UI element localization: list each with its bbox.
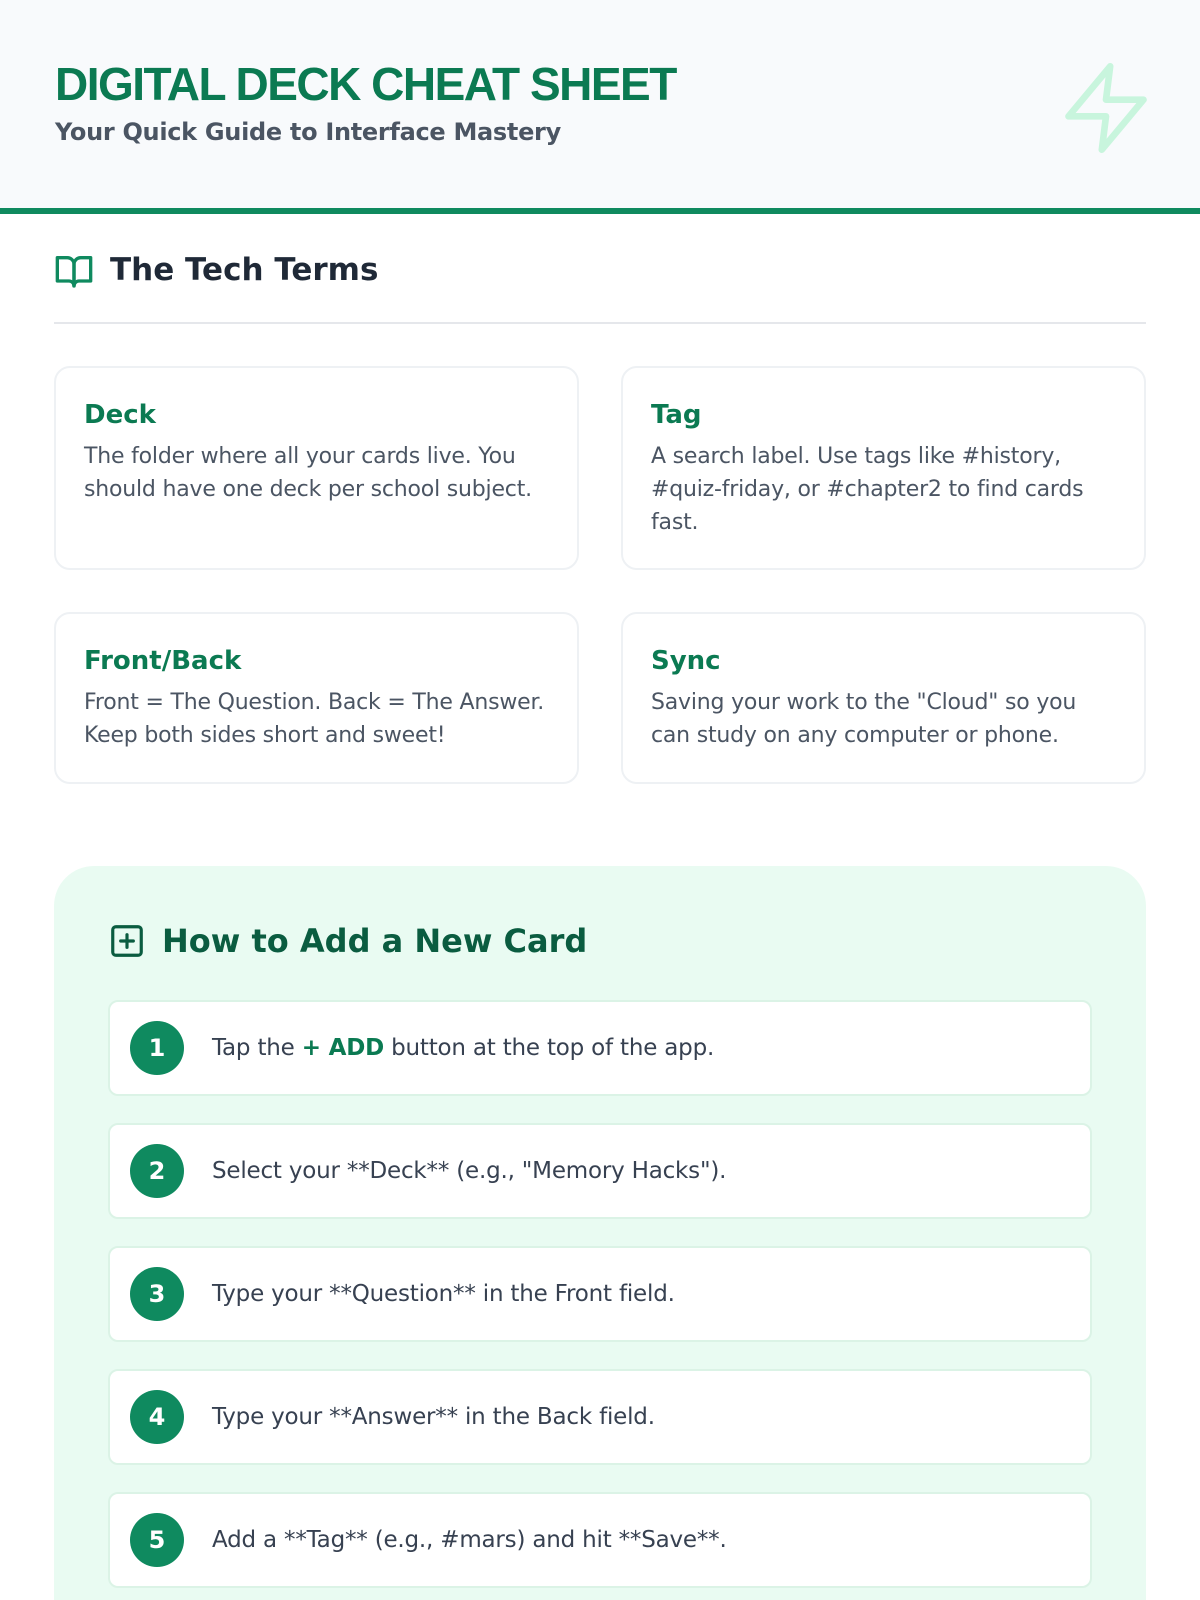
step-text-before: Tap the: [212, 1035, 302, 1061]
term-description: Saving your work to the "Cloud" so you can study on any computer or phone.: [651, 690, 1077, 748]
step-text: Type your **Answer** in the Back field.: [212, 1404, 655, 1430]
step-number: 3: [130, 1267, 184, 1321]
tech-terms-header: [54, 214, 1146, 324]
how-to-add-card-section: [54, 866, 1146, 1600]
term-title: Deck: [84, 400, 156, 430]
step-item: [108, 1000, 1092, 1096]
term-card-deck: [54, 366, 579, 570]
term-description: A search label. Use tags like #history, #quiz-friday, or #chapter2 to find cards fast.: [651, 444, 1084, 535]
step-item: [108, 1246, 1092, 1342]
term-card-front-back: [54, 612, 579, 784]
step-text: Type your **Question** in the Front field.: [212, 1281, 675, 1307]
step-text: Add a **Tag** (e.g., #mars) and hit **Save**.: [212, 1527, 727, 1553]
bolt-icon: [1056, 56, 1156, 160]
step-text-after: button at the top of the app.: [383, 1035, 715, 1061]
step-number: 4: [130, 1390, 184, 1444]
term-title: Sync: [651, 646, 721, 676]
step-item: [108, 1369, 1092, 1465]
add-button-label: + ADD: [301, 1035, 384, 1061]
step-number: 5: [130, 1513, 184, 1567]
step-number: 2: [130, 1144, 184, 1198]
book-open-icon: [54, 251, 94, 291]
terms-grid: [54, 366, 1146, 784]
term-title: Front/Back: [84, 646, 242, 676]
step-item: [108, 1123, 1092, 1219]
how-to-title: How to Add a New Card: [162, 922, 588, 960]
step-item: [108, 1492, 1092, 1588]
how-to-header: [108, 922, 1092, 960]
step-number: 1: [130, 1021, 184, 1075]
term-title: Tag: [651, 400, 702, 430]
tech-terms-title: The Tech Terms: [110, 252, 379, 288]
term-description: Front = The Question. Back = The Answer. Keep both sides short and sweet!: [84, 690, 545, 748]
tech-terms-section: [0, 214, 1200, 784]
page-subtitle: Your Quick Guide to Interface Mastery: [55, 118, 561, 146]
step-text: [212, 1035, 714, 1061]
term-description: The folder where all your cards live. You should have one deck per school subject.: [84, 444, 532, 502]
term-card-sync: [621, 612, 1146, 784]
step-text: Select your **Deck** (e.g., "Memory Hacks").: [212, 1158, 727, 1184]
plus-square-icon: [108, 922, 146, 960]
term-card-tag: [621, 366, 1146, 570]
page-title: DIGITAL DECK CHEAT SHEET: [55, 58, 676, 110]
page-header: [0, 0, 1200, 214]
